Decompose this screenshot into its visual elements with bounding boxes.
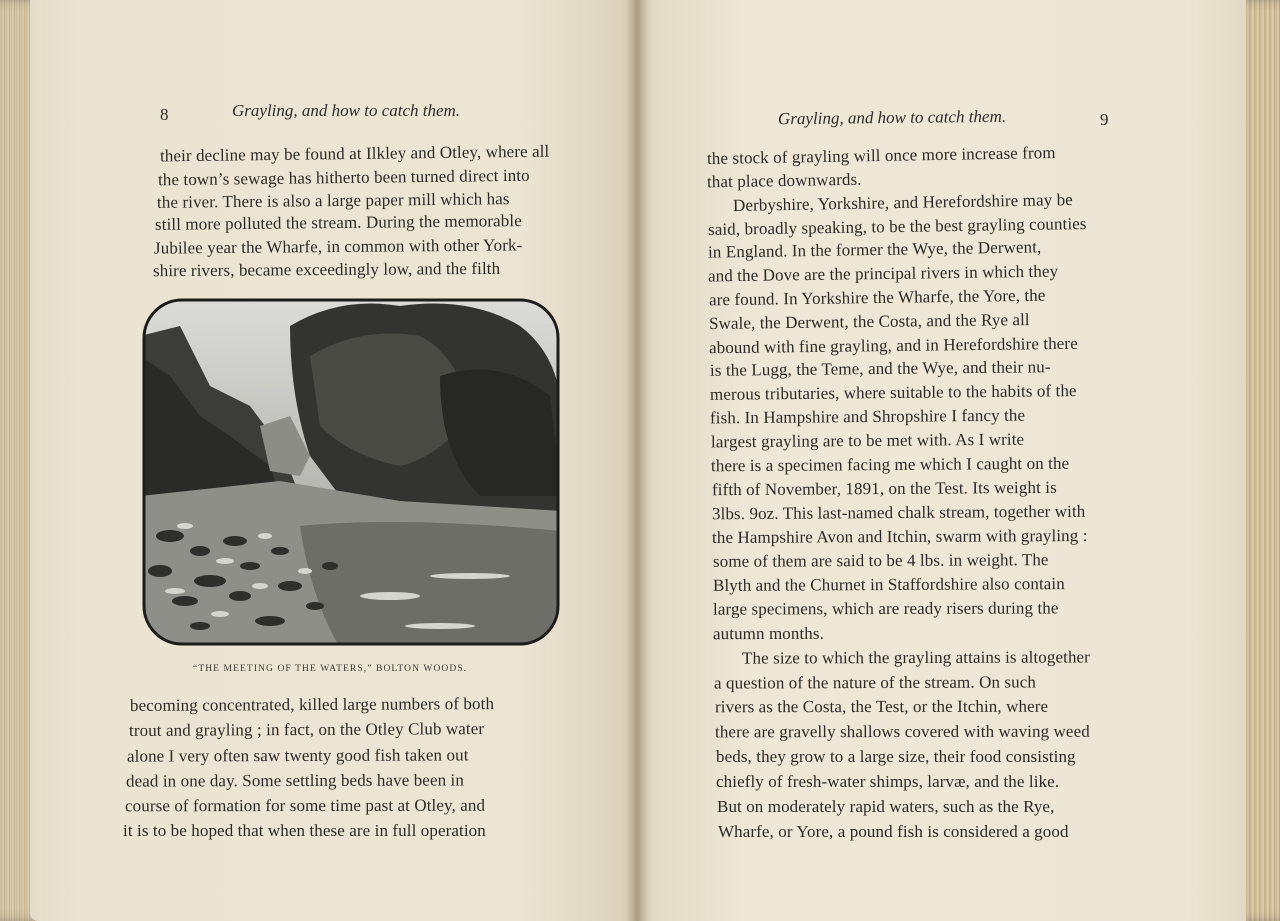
- text-line: said, broadly speaking, to be the best grayling counties: [707, 214, 1087, 239]
- text-line: Derbyshire, Yorkshire, and Herefordshire may be: [732, 190, 1074, 215]
- photo-caption: “THE MEETING OF THE WATERS,” BOLTON WOODS.: [193, 664, 468, 674]
- text-line: in England. In the former the Wye, the Derwent,: [707, 237, 1042, 262]
- text-line: Wharfe, or Yore, a pound fish is considered a good: [718, 822, 1069, 841]
- left-running-head: Grayling, and how to catch them.: [232, 101, 461, 120]
- text-line: But on moderately rapid waters, such as the Rye,: [717, 797, 1055, 816]
- text-line: autumn months.: [712, 623, 824, 644]
- text-line: merous tributaries, where suitable to the habits of the: [709, 381, 1077, 404]
- text-line: Jubilee year the Wharfe, in common with other York-: [153, 235, 523, 258]
- text-line: Blyth and the Churnet in Staffordshire also contain: [712, 574, 1065, 595]
- text-line: is the Lugg, the Teme, and the Wye, and their nu-: [709, 357, 1051, 380]
- text-line: course of formation for some time past at Otley, and: [124, 795, 486, 816]
- left-page-number: 8: [160, 105, 169, 124]
- river-photograph: [140, 296, 562, 648]
- text-line: some of them are said to be 4 lbs. in weight. The: [712, 550, 1049, 571]
- text-line: their decline may be found at Ilkley and Otley, where all: [159, 141, 550, 166]
- text-line: 3lbs. 9oz. This last-named chalk stream, together with: [711, 501, 1086, 524]
- text-line: and the Dove are the principal rivers in which they: [707, 261, 1059, 286]
- text-line: the Hampshire Avon and Itchin, swarm with grayling :: [711, 526, 1088, 547]
- text-line: dead in one day. Some settling beds have been in: [125, 770, 464, 791]
- text-line: alone I very often saw twenty good fish taken out: [126, 745, 469, 766]
- text-line: rivers as the Costa, the Test, or the Itchin, where: [714, 696, 1049, 717]
- text-line: large specimens, which are ready risers during the: [712, 598, 1059, 619]
- right-running-head: Grayling, and how to catch them.: [777, 106, 1007, 129]
- text-line: the river. There is also a large paper mill which has: [156, 189, 510, 212]
- text-line: there are gravelly shallows covered with waving weed: [714, 721, 1090, 742]
- text-line: still more polluted the stream. During the memorable: [154, 211, 522, 234]
- text-line: it is to be hoped that when these are in full operation: [123, 821, 486, 840]
- text-line: fifth of November, 1891, on the Test. Its weight is: [711, 477, 1057, 500]
- text-line: Swale, the Derwent, the Costa, and the Rye all: [708, 310, 1030, 333]
- text-line: the stock of grayling will once more increase from: [706, 142, 1056, 169]
- text-line: chiefly of fresh-water shimps, larvæ, and the like.: [716, 772, 1060, 791]
- right-page-number: 9: [1100, 110, 1109, 129]
- text-line: a question of the nature of the stream. On such: [713, 672, 1036, 693]
- text-line: that place downwards.: [706, 169, 862, 192]
- book-gutter: [626, 0, 648, 921]
- text-line: abound with fine grayling, and in Herefordshire there: [708, 333, 1078, 358]
- text-line: becoming concentrated, killed large numbers of both: [129, 694, 495, 715]
- text-line: largest grayling are to be met with. As I write: [710, 429, 1025, 452]
- text-line: are found. In Yorkshire the Wharfe, the Yore, the: [708, 285, 1046, 310]
- text-line: trout and grayling ; in fact, on the Otley Club water: [128, 719, 485, 740]
- text-line: beds, they grow to a large size, their food consisting: [716, 747, 1076, 766]
- text-line: fish. In Hampshire and Shropshire I fancy the: [709, 405, 1026, 428]
- text-line: the town’s sewage has hitherto been turned direct into: [157, 165, 530, 190]
- text-line: there is a specimen facing me which I caught on the: [710, 453, 1070, 476]
- text-line: The size to which the grayling attains is altogether: [741, 647, 1090, 668]
- text-line: shire rivers, became exceedingly low, and the filth: [152, 258, 501, 281]
